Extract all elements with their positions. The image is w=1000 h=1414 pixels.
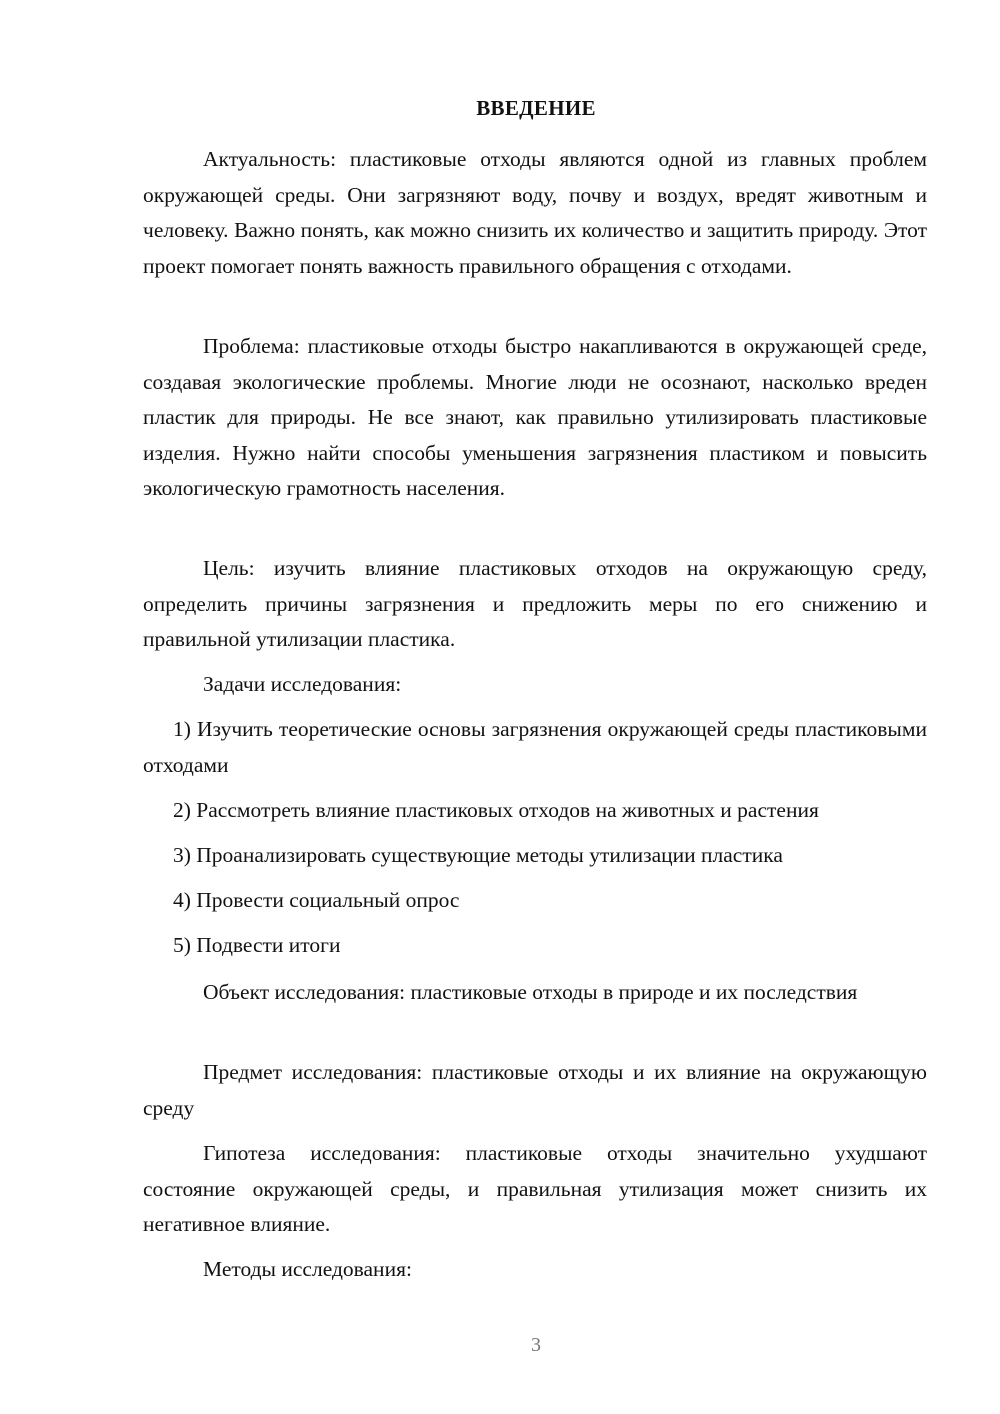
methods-heading: Методы исследования:: [203, 1257, 412, 1281]
tasks-heading: Задачи исследования:: [203, 672, 402, 696]
page-title: ВВЕДЕНИЕ: [476, 96, 596, 120]
task-item-4: 4) Провести социальный опрос: [173, 888, 460, 912]
paragraph-hypothesis: Гипотеза исследования: пластиковые отходы значительно ухудшают состояние окружающей среды, и правильная утилизация может снизить их негативное влияние.: [143, 1141, 927, 1236]
paragraph-problem: Проблема: пластиковые отходы быстро накапливаются в окружающей среде, создавая экологические проблемы. Многие люди не осознают, насколько вреден пластик для природы. Не все знают, как правильно утилизировать пластиковые изделия. Нужно найти способы уменьшения загрязнения пластиком и повысить экологическую грамотность населения.: [143, 334, 927, 500]
page-number: 3: [531, 1334, 541, 1356]
task-item-2: 2) Рассмотреть влияние пластиковых отходов на животных и растения: [173, 798, 819, 822]
task-item-3: 3) Проанализировать существующие методы утилизации пластика: [173, 843, 783, 867]
task-item-1: 1) Изучить теоретические основы загрязнения окружающей среды пластиковыми отходами: [143, 717, 927, 777]
paragraph-relevance: Актуальность: пластиковые отходы являются одной из главных проблем окружающей среды. Они загрязняют воду, почву и воздух, вредят животным и человеку. Важно понять, как можно снизить их количество и защитить природу. Этот проект помогает понять важность правильного обращения с отходами.: [143, 147, 927, 278]
paragraph-subject: Предмет исследования: пластиковые отходы и их влияние на окружающую среду: [143, 1060, 927, 1120]
task-item-5: 5) Подвести итоги: [173, 933, 341, 957]
paragraph-object: Объект исследования: пластиковые отходы в природе и их последствия: [203, 980, 858, 1004]
paragraph-goal: Цель: изучить влияние пластиковых отходов на окружающую среду, определить причины загрязнения и предложить меры по его снижению и правильной утилизации пластика.: [143, 556, 927, 651]
